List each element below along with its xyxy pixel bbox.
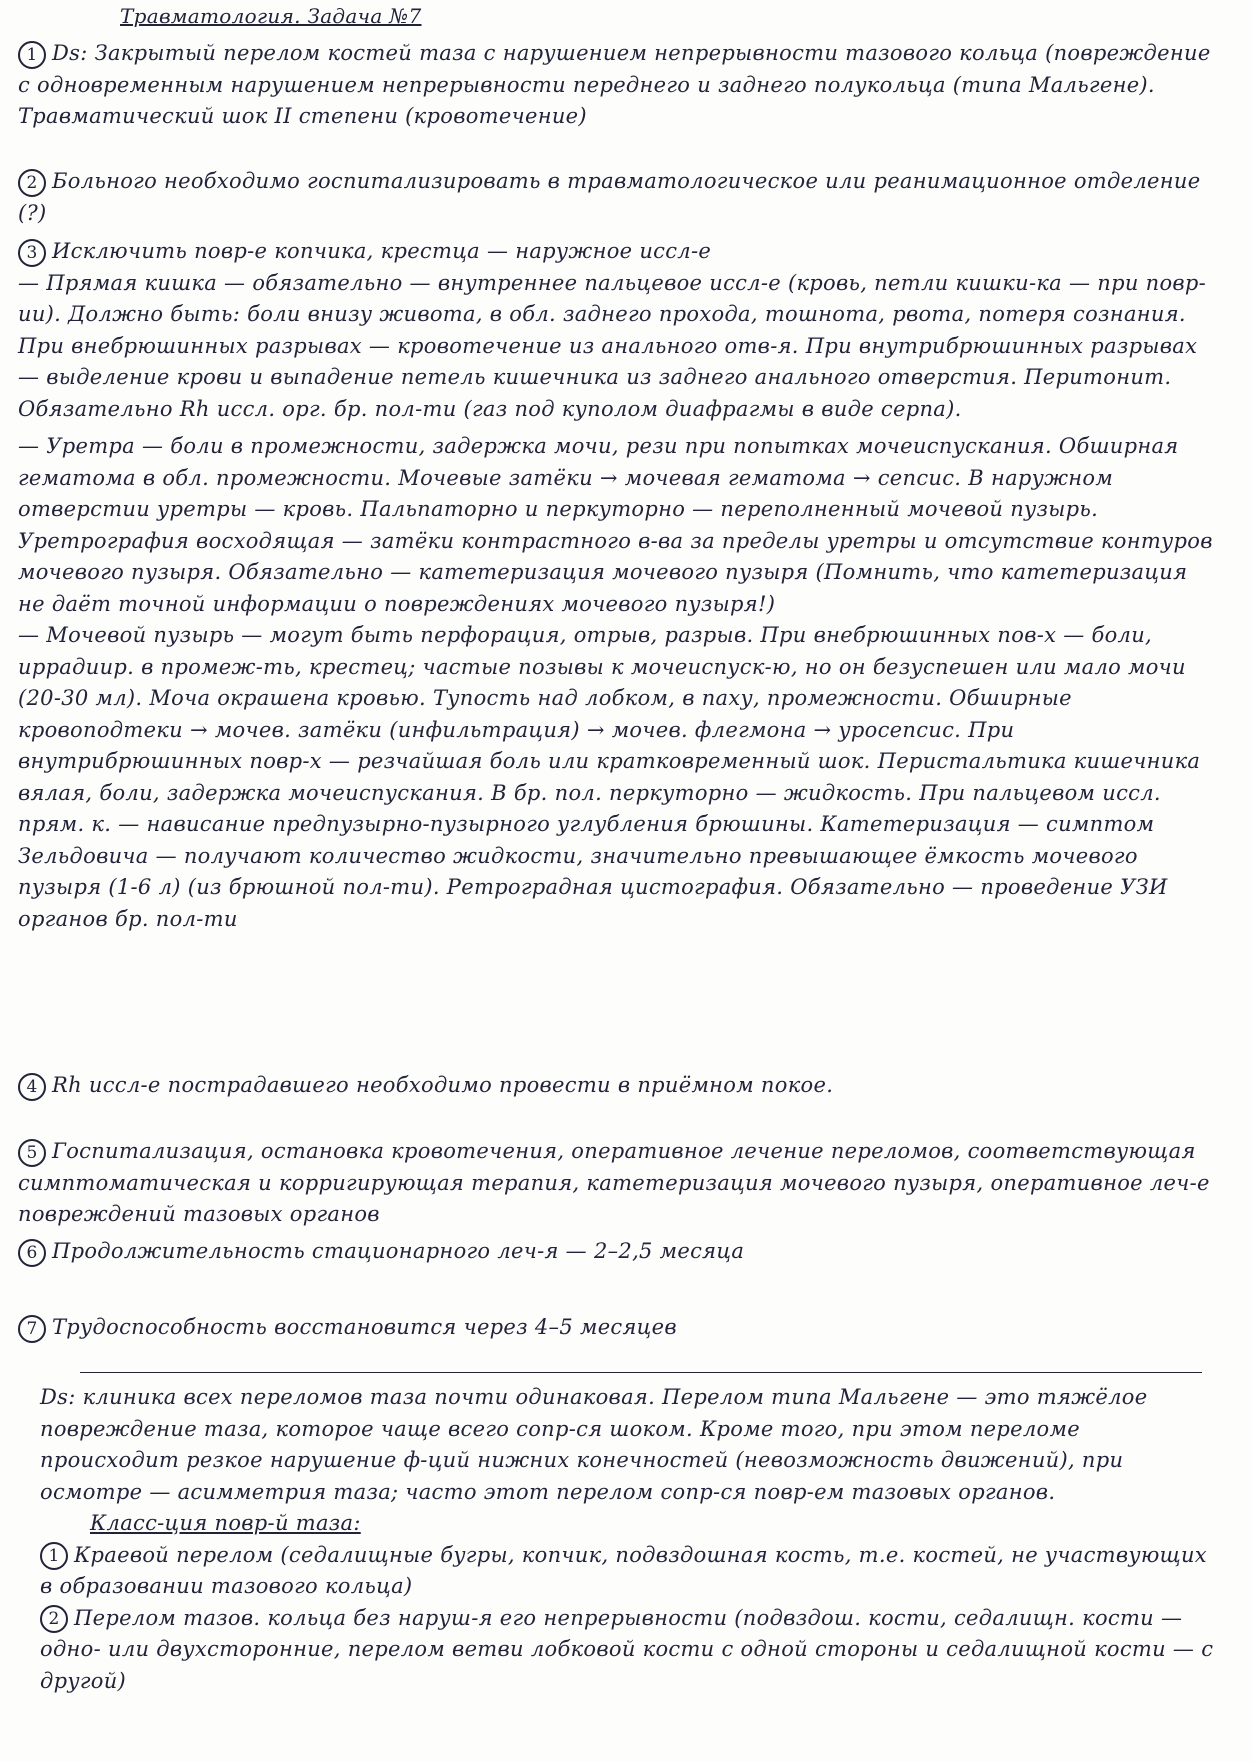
answer-6-text: Продолжительность стационарного леч-я — 2–2,5 месяца	[52, 1239, 745, 1263]
classification-item-2: Перелом тазов. кольца без наруш-я его непрерывности (подвздош. кости, седалищн. кости — одно- или двухсторонние, перелом ветви лобковой кости с одной стороны и седалищной кости — с другой)	[40, 1605, 1214, 1693]
note-text: Ds: клиника всех переломов таза почти одинаковая. Перелом типа Мальгене — это тяжёлое повреждение таза, которое чаще всего сопр-ся шоком. Кроме того, при этом переломе происходит резкое нарушение ф-ций нижних конечностей (невозможность движений), при осмотре — асимметрия таза; часто этот перелом сопр-ся повр-ем тазовых органов.	[40, 1385, 1148, 1504]
answer-7	[18, 1312, 1218, 1344]
answer-7-text: Трудоспособность восстановится через 4–5 месяцев	[52, 1315, 677, 1339]
item-number: 4	[18, 1073, 46, 1101]
item-number: 5	[18, 1139, 46, 1167]
answer-3-intro: Исключить повр-е копчика, крестца — наружное иссл-е	[52, 239, 712, 263]
note	[40, 1382, 1220, 1697]
item-number: 3	[18, 239, 46, 267]
answer-3-bladder: — Мочевой пузырь — могут быть перфорация, отрыв, разрыв. При внебрюшинных пов-х — боли, иррадиир. в промеж-ть, крестец; частые позывы к мочеиспуск-ю, но он безуспешен или мало мочи (20-30 мл). Моча окрашена кровью. Тупость над лобком, в паху, промежности. Обширные кровоподтеки → мочев. затёки (инфильтрация) → мочев. флегмона → уросепсис. При внутрибрюшинных повр-х — резчайшая боль или кратковременный шок. Перистальтика кишечника вялая, боли, задержка мочеиспускания. В бр. пол. перкуторно — жидкость. При пальцевом иссл. прям. к. — нависание предпузырно-пузырного углубления брюшины. Катетеризация — симптом Зельдовича — получают количество жидкости, значительно превышающее ёмкость мочевого пузыря (1-6 л) (из брюшной пол-ти). Ретроградная цистография. Обязательно — проведение УЗИ органов бр. пол-ти	[18, 623, 1201, 931]
answer-2	[18, 166, 1218, 229]
item-number: 1	[40, 1542, 68, 1570]
answer-4	[18, 1070, 1218, 1102]
classification-item-1: Краевой перелом (седалищные бугры, копчик, подвздошная кость, т.е. костей, не участвующих в образовании тазового кольца)	[40, 1542, 1207, 1598]
answer-3-rectum: — Прямая кишка — обязательно — внутреннее пальцевое иссл-е (кровь, петли кишки-ка — при повр-ии). Должно быть: боли внизу живота, в обл. заднего прохода, тошнота, рвота, потеря сознания. При внебрюшинных разрывах — кровотечение из анального отв-я. При внутрибрюшинных разрывах — выделение крови и выпадение петель кишечника из заднего анального отверстия. Перитонит. Обязательно Rh иссл. орг. бр. пол-ти (газ под куполом диафрагмы в виде серпа).	[18, 270, 1207, 421]
divider-line	[80, 1372, 1202, 1373]
item-number: 1	[18, 41, 46, 69]
answer-3	[18, 236, 1218, 935]
classification-heading: Класс-ция повр-й таза:	[90, 1511, 361, 1535]
answer-3-urethra: — Уретра — боли в промежности, задержка мочи, рези при попытках мочеиспускания. Обширная гематома в обл. промежности. Мочевые затёки → мочевая гематома → сепсис. В наружном отверстии уретры — кровь. Пальпаторно и перкуторно — переполненный мочевой пузырь. Уретрография восходящая — затёки контрастного в-ва за пределы уретры и отсутствие контуров мочевого пузыря. Обязательно — катетеризация мочевого пузыря (Помнить, что катетеризация не даёт точной информации о повреждениях мочевого пузыря!)	[18, 434, 1213, 616]
item-number: 6	[18, 1239, 46, 1267]
item-number: 7	[18, 1315, 46, 1343]
answer-1	[18, 38, 1218, 133]
answer-5-text: Госпитализация, остановка кровотечения, оперативное лечение переломов, соответствующая симптоматическая и корригирующая терапия, катетеризация мочевого пузыря, оперативное леч-е повреждений тазовых органов	[18, 1139, 1210, 1226]
answer-4-text: Rh иссл-е пострадавшего необходимо провести в приёмном покое.	[52, 1073, 834, 1097]
item-number: 2	[40, 1605, 68, 1633]
answer-5	[18, 1136, 1218, 1231]
answer-6	[18, 1236, 1218, 1268]
answer-2-text: Больного необходимо госпитализировать в травматологическое или реанимационное отделение (?)	[18, 169, 1201, 225]
page-title: Травматология. Задача №7	[120, 4, 422, 28]
item-number: 2	[18, 169, 46, 197]
answer-1-text: Ds: Закрытый перелом костей таза с нарушением непрерывности тазового кольца (повреждение с одновременным нарушением непрерывности переднего и заднего полукольца (типа Мальгене). Травматический шок II степени (кровотечение)	[18, 41, 1211, 128]
